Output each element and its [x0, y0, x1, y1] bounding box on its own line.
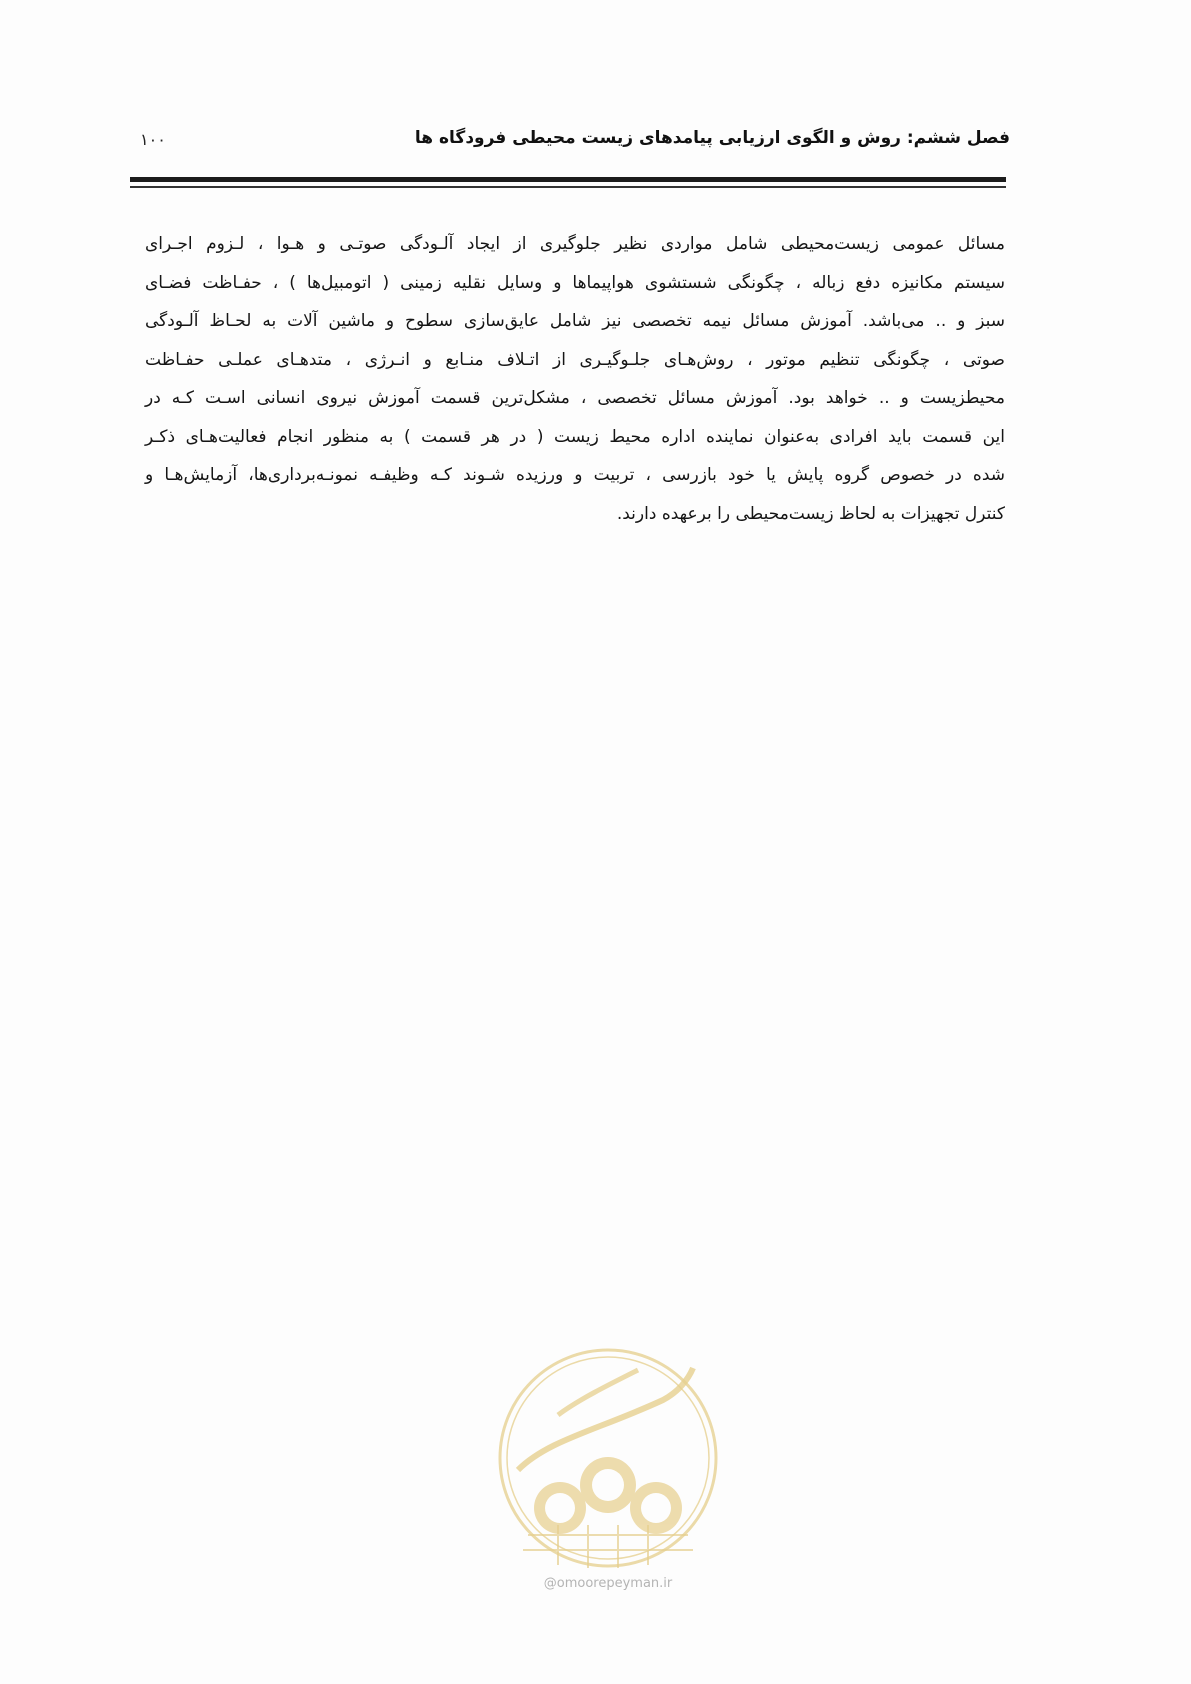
page-header — [130, 128, 1010, 158]
body-line: شده در خصوص گروه پایش یا خود بازرسی ، تربیت و ورزیده شـوند کـه وظیفـه نمونـه‌برداری‌ها، آزمایش‌هـا و — [145, 465, 1005, 485]
watermark-seal-icon — [488, 1340, 728, 1575]
page-number: ۱۰۰ — [140, 130, 166, 149]
body-line: صوتی ، چگونگی تنظیم موتور ، روش‌هـای جلـوگیـری از اتـلاف منـابع و انـرژی ، متدهـای عملـی حفـاظت — [145, 349, 1005, 370]
body-line: کنترل تجهیزات به لحاظ زیست‌محیطی را برعهده دارند. — [616, 503, 1005, 524]
watermark-logo — [488, 1340, 728, 1620]
header-rule-thin — [130, 186, 1006, 188]
header-rule-thick — [130, 177, 1006, 182]
chapter-title: فصل ششم: روش و الگوی ارزیابی پیامدهای زیست محیطی فرودگاه ها — [414, 128, 1010, 148]
body-paragraph — [145, 225, 1005, 533]
body-line: سیستم مکانیزه دفع زباله ، چگونگی شستشوی هواپیماها و وسایل نقلیه زمینی ( اتومبیل‌ها ) ، حفـاظت فضـای — [145, 272, 1005, 293]
watermark-site: @omoorepeyman.ir — [543, 1576, 673, 1591]
body-line: این قسمت باید افرادی به‌عنوان نماینده اداره محیط زیست ( در هر قسمت ) به منظور انجام فعالیت‌هـای ذکـر — [145, 426, 1005, 447]
body-line: مسائل عمومی زیست‌محیطی شامل مواردی نظیر جلوگیری از ایجاد آلـودگی صوتـی و هـوا ، لـزوم اجـرای — [145, 234, 1005, 254]
body-line: محیطزیست و .. خواهد بود. آموزش مسائل تخصصی ، مشکل‌ترین قسمت آموزش نیروی انسانی اسـت کـه در — [145, 388, 1005, 408]
body-line: سبز و .. می‌باشد. آموزش مسائل نیمه تخصصی نیز شامل عایق‌سازی سطوح و ماشین آلات به لحـاظ آلـودگی — [145, 311, 1005, 331]
